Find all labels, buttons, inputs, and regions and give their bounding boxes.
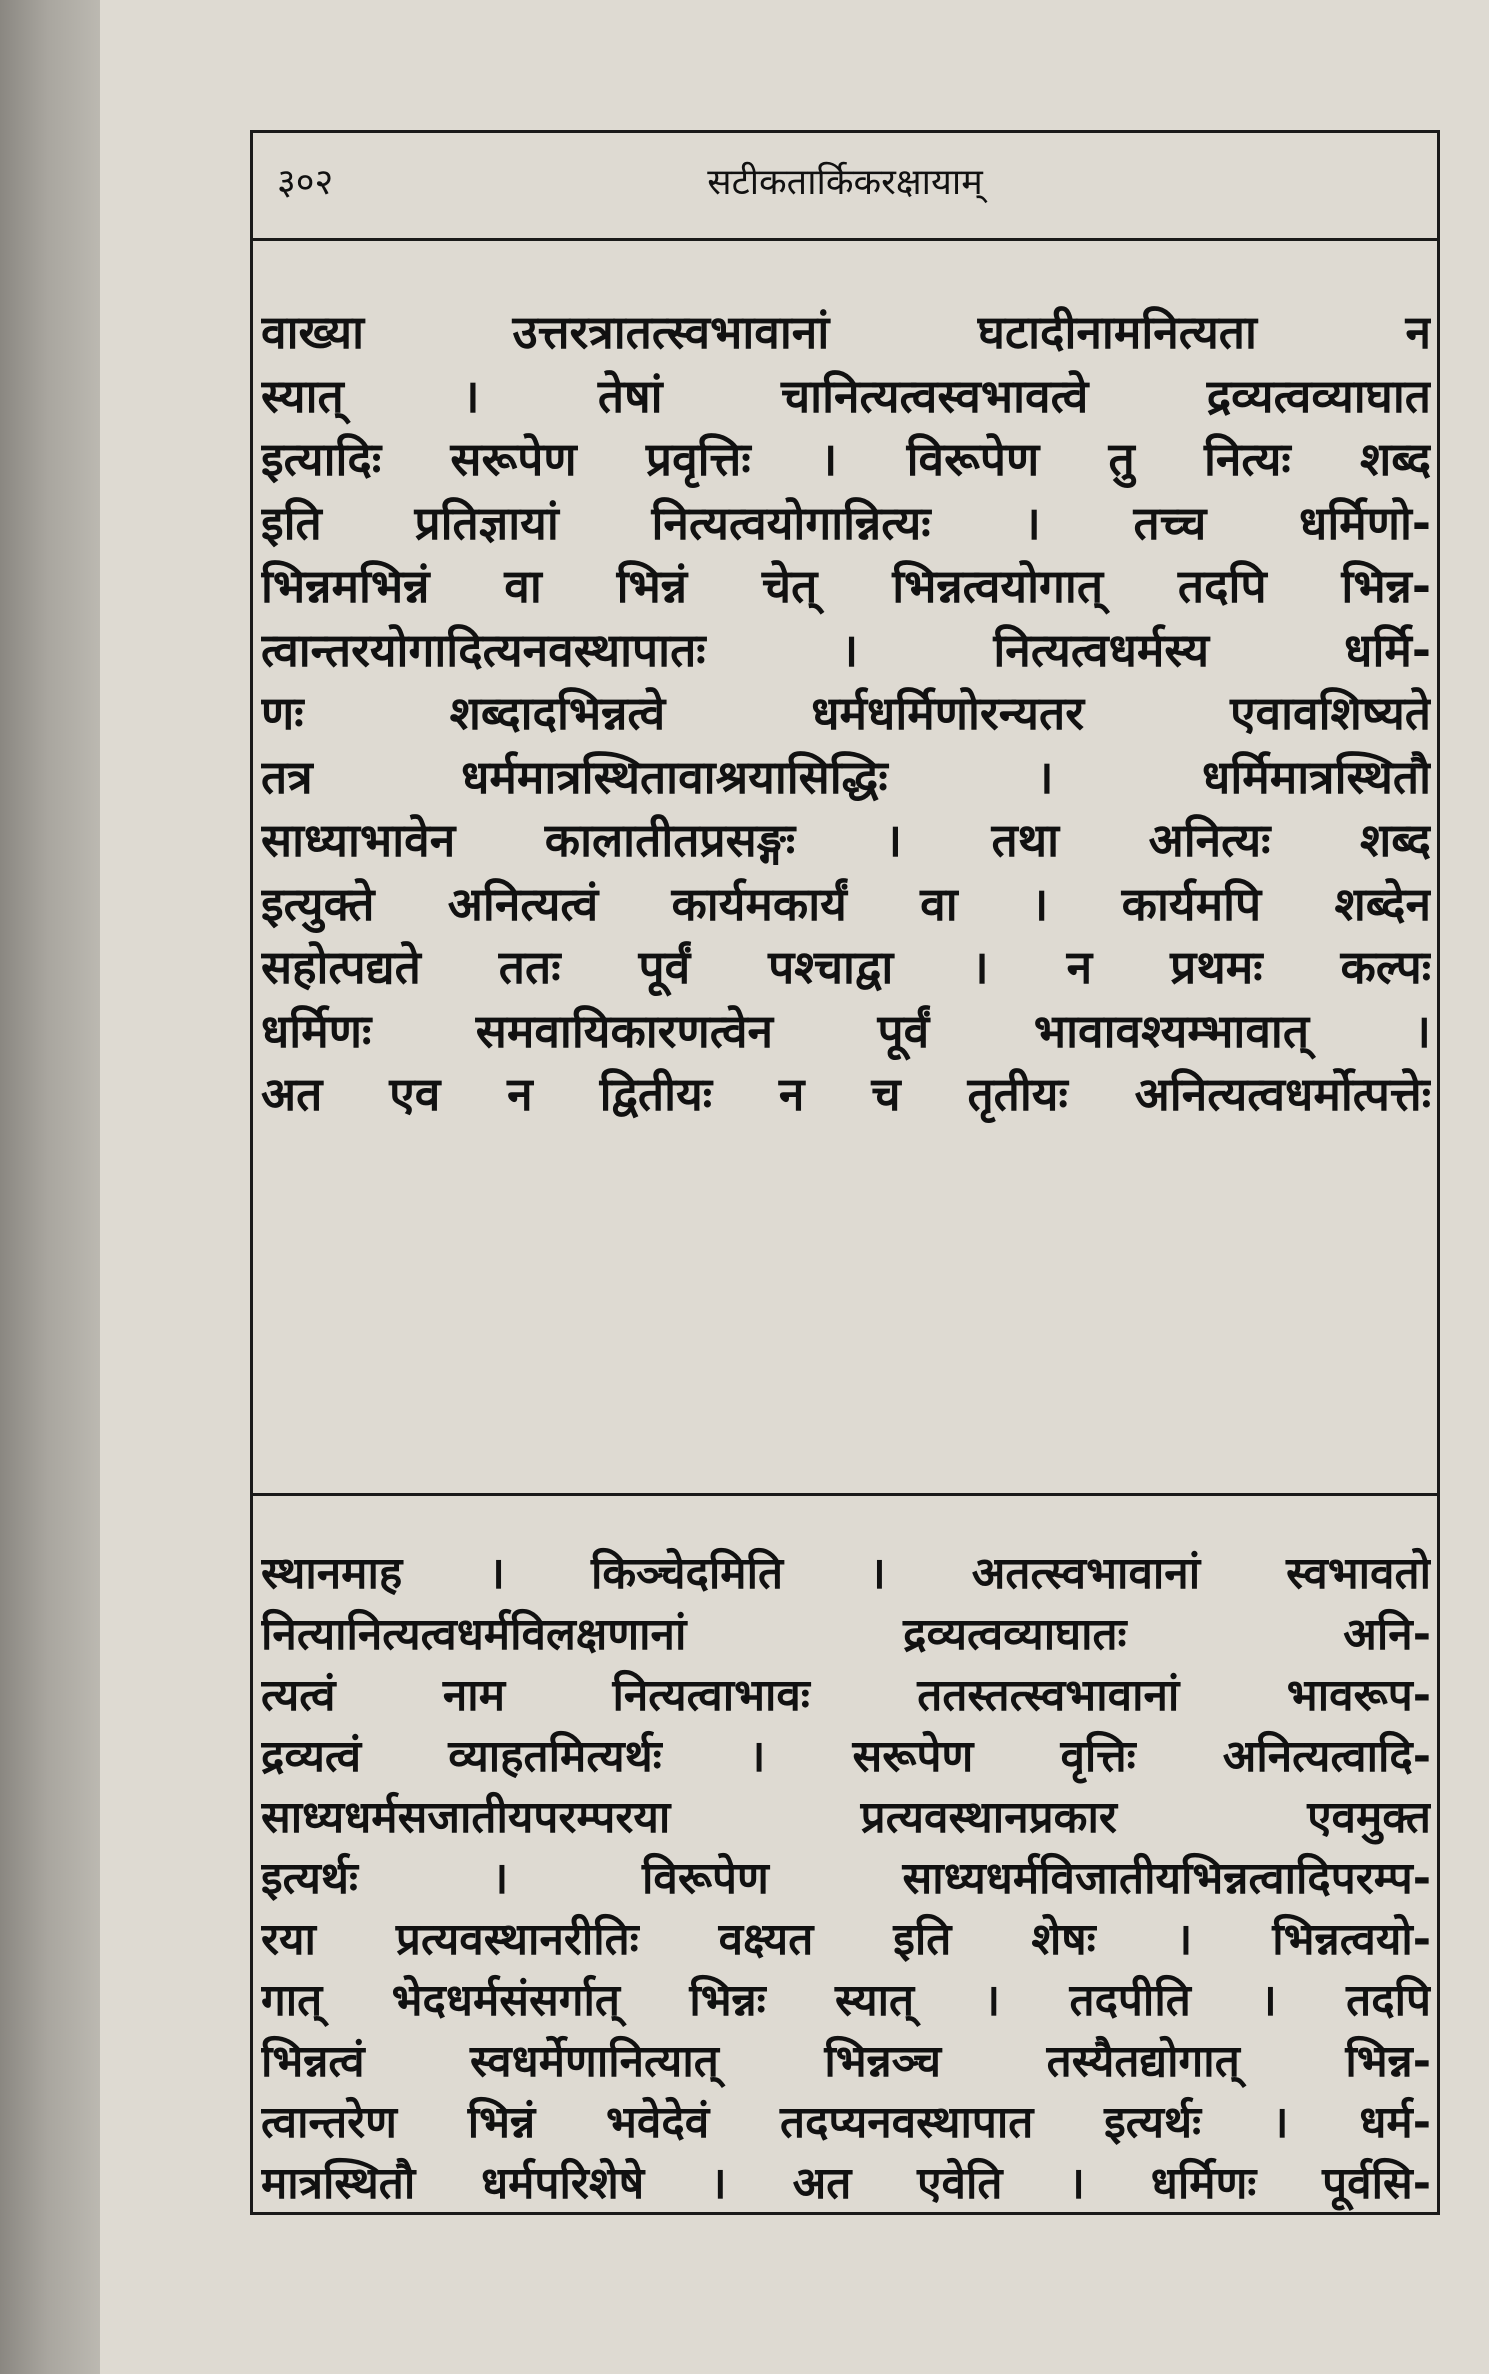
commentary-line: गात् भेदधर्मसंसर्गात् भिन्नः स्यात् । तदपीति । तदपि: [261, 1975, 1431, 2026]
main-text-line: इत्यादिः सरूपेण प्रवृत्तिः । विरूपेण तु नित्यः शब्द: [261, 432, 1431, 486]
main-text-line: साध्याभावेन कालातीतप्रसङ्गः । तथा अनित्यः शब्द: [261, 813, 1431, 867]
main-text-line: इति प्रतिज्ञायां नित्यत्वयोगान्नित्यः । तच्च धर्मिणो-: [261, 495, 1431, 550]
commentary-line: रया प्रत्यवस्थानरीतिः वक्ष्यत इति शेषः । भिन्नत्वयो-: [261, 1914, 1431, 1965]
main-text-line: धर्मिणः समवायिकारणत्वेन पूर्वं भावावश्यम्भावात् ।: [261, 1003, 1431, 1058]
main-text-line: तत्र धर्ममात्रस्थितावाश्रयासिद्धिः । धर्मिमात्रस्थितौ: [261, 749, 1431, 804]
commentary-line: इत्यर्थः । विरूपेण साध्यधर्मविजातीयभिन्नत्वादिपरम्प-: [261, 1853, 1431, 1904]
commentary-line: मात्रस्थितौ धर्मपरिशेषे । अत एवेति । धर्मिणः पूर्वसि-: [261, 2158, 1431, 2209]
commentary-block: [261, 1543, 1431, 2214]
main-text-line: वाख्या उत्तरत्रातत्स्वभावानां घटादीनामनित्यता न: [261, 305, 1431, 359]
page-number: ३०२: [277, 162, 334, 203]
commentary-line: त्यत्वं नाम नित्यत्वाभावः ततस्तत्स्वभावानां भावरूप-: [261, 1670, 1431, 1721]
main-text-line: सहोत्पद्यते ततः पूर्वं पश्चाद्वा । न प्रथमः कल्पः: [261, 940, 1431, 994]
main-text-block: [261, 301, 1431, 1127]
main-text-line: भिन्नमभिन्नं वा भिन्नं चेत् भिन्नत्वयोगात् तदपि भिन्न-: [261, 559, 1431, 613]
running-title: सटीकतार्किकरक्षायाम्: [707, 162, 983, 203]
commentary-line: त्वान्तरेण भिन्नं भवेदेवं तदप्यनवस्थापात इत्यर्थः । धर्म-: [261, 2097, 1431, 2148]
commentary-line: साध्यधर्मसजातीयपरम्परया प्रत्यवस्थानप्रकार एवमुक्त: [261, 1792, 1431, 1843]
main-text-line: इत्युक्ते अनित्यत्वं कार्यमकार्यं वा । कार्यमपि शब्देन: [261, 876, 1431, 931]
page-border-frame: [250, 130, 1440, 2215]
section-divider: [253, 1493, 1437, 1496]
main-text-line: स्यात् । तेषां चानित्यत्वस्वभावत्वे द्रव्यत्वव्याघात: [261, 368, 1431, 423]
page-header: [253, 133, 1437, 241]
main-text-line: त्वान्तरयोगादित्यनवस्थापातः । नित्यत्वधर्मस्य धर्मि-: [261, 622, 1431, 677]
commentary-line: स्थानमाह । किञ्चेदमिति । अतत्स्वभावानां स्वभावतो: [261, 1548, 1431, 1599]
commentary-line: नित्यानित्यत्वधर्मविलक्षणानां द्रव्यत्वव्याघातः अनि-: [261, 1609, 1431, 1660]
book-page: [100, 0, 1489, 2374]
commentary-line: द्रव्यत्वं व्याहतमित्यर्थः । सरूपेण वृत्तिः अनित्यत्वादि-: [261, 1731, 1431, 1782]
main-text-line: अत एव न द्वितीयः न च तृतीयः अनित्यत्वधर्मोत्पत्तेः: [261, 1067, 1431, 1121]
main-text-line: णः शब्दादभिन्नत्वे धर्मधर्मिणोरन्यतर एवावशिष्यते: [261, 686, 1431, 740]
commentary-line: भिन्नत्वं स्वधर्मेणानित्यात् भिन्नञ्च तस्यैतद्योगात् भिन्न-: [261, 2036, 1431, 2087]
